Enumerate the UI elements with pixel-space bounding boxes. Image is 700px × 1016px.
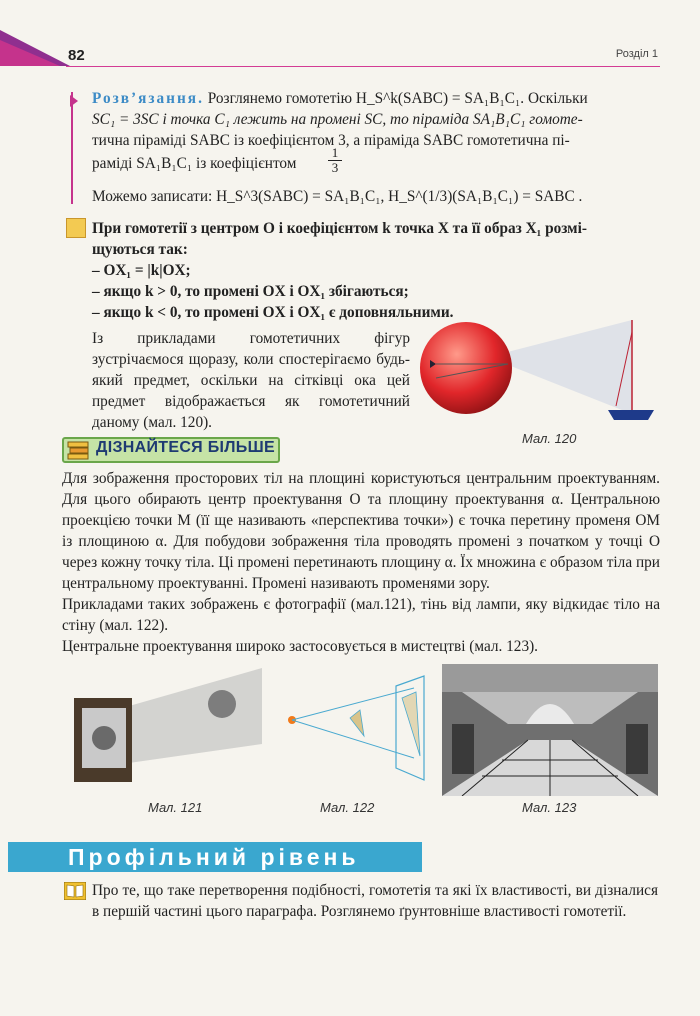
chapter-label: Розділ 1 bbox=[615, 48, 658, 60]
profile-paragraph: Про те, що таке перетворення подібності, гомотетія та які їх властивості, ви дізналися в першій частині цього параграфа. Розглянемо ґрунтовніше властивості гомотетії. bbox=[92, 882, 658, 920]
camera-figure bbox=[72, 664, 268, 792]
solution-bar bbox=[71, 92, 73, 204]
eye-sailboat-figure bbox=[418, 302, 664, 430]
intro-paragraph: Із прикладами гомотетичних фігур зустрічаємося щоразу, коли спостерігаємо будь-який предмет, оскільки на сітківці ока цей предмет відображається як гомотетичний даному (мал. 120). bbox=[92, 330, 410, 431]
header-rule bbox=[66, 66, 660, 67]
learn-more-text: Для зображення просторових тіл на площині користуються центральним проектуванням. Для цього обирають центр проектування O та площину проектування α. Центральною проекцією точки M (її ще називають «перспектива точки») є точка перетину променя OM із площиною α. Для побудови зображення тіла проводять промені з початком у точці O через кожну точку тіла. Ці промені перетинають площину α. Їх множина є образом тіла при центральному проектуванні. Промені називають променями зору. Прикладами таких зображень є фотографії (мал.121), тінь від лампи, яку відкидає тіло на стіну (мал. 122). Центральне проектування широко застосовується в мистецтві (мал. 123). bbox=[62, 470, 660, 655]
solution-line-4: раміді SA₁B₁C₁ із коефіцієнтом bbox=[92, 155, 297, 172]
caption-121: Мал. 121 bbox=[148, 800, 203, 815]
caption-120: Мал. 120 bbox=[522, 431, 577, 446]
open-book-icon bbox=[64, 882, 86, 900]
learn-more-label: ДІЗНАЙТЕСЯ БІЛЬШЕ bbox=[96, 439, 275, 456]
corner-decoration bbox=[0, 30, 70, 66]
lamp-shadow-figure bbox=[284, 668, 434, 786]
fraction: 1 3 bbox=[328, 146, 342, 175]
pointing-hand-icon bbox=[66, 218, 86, 238]
solution-line-1: Розв’язання. Розглянемо гомотетію H_S^k(SABC) = SA₁B₁C₁. Оскільки bbox=[92, 90, 588, 107]
caption-122: Мал. 122 bbox=[320, 800, 375, 815]
solution-arrow-icon bbox=[70, 95, 78, 107]
solution-line-5: Можемо записати: H_S^3(SABC) = SA₁B₁C₁, H_S^(1/3)(SA₁B₁C₁) = SABC . bbox=[92, 188, 583, 205]
perspective-art-figure bbox=[442, 664, 658, 796]
caption-123: Мал. 123 bbox=[522, 800, 577, 815]
solution-title: Розв’язання. bbox=[92, 90, 204, 107]
profile-title: Профільний рівень bbox=[68, 844, 360, 870]
books-icon bbox=[66, 438, 92, 462]
homothety-rule: При гомотетії з центром O і коефіцієнтом k точка X та її образ X₁ розмі- щуються так: – OX₁ = |k|OX; – якщо k > 0, то промені OX і OX₁ збігаються; – якщо k < 0, то промені OX і OX₁ є доповняльними. bbox=[92, 220, 587, 321]
page-number: 82 bbox=[68, 47, 85, 64]
solution-line-2: SC₁ = 3SC і точка C₁ лежить на промені SC, то піраміда SA₁B₁C₁ гомоте- bbox=[92, 111, 583, 128]
solution-line-3: тична піраміді SABC із коефіцієнтом 3, а піраміда SABC гомотетична пі- bbox=[92, 132, 570, 149]
